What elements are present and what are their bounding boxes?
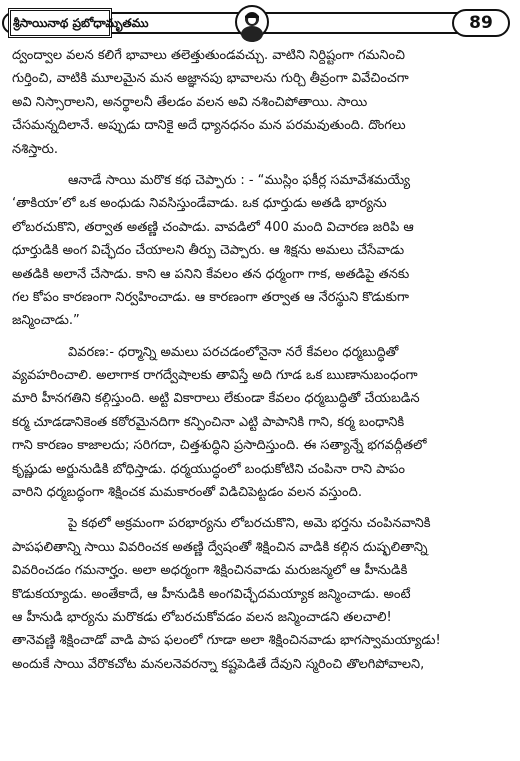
text-line: చేసమన్నదిలానే. అప్పుడు దానికై అదే ధ్యానధనం మన పరమవుతుంది. దొంగలు [12,118,406,134]
text-line: గల కోపం కారణంగా నిర్వహించాడు. ఆ కారణంగా తర్వాత ఆ నేరస్థుని కొడుకుగా [12,289,409,305]
page-header [2,4,510,40]
text-line: వివరణ:- ధర్మాన్ని అమలు పరచడంలోనైనా నరే కేవలం ధర్మబుద్ధితో [68,344,399,360]
text-line: ద్వంద్వాల వలన కలిగే భావాలు తలెత్తుతుండవచ్చు. వాటిని నిర్దిష్టంగా గమనించి [12,48,406,63]
text-line: పాపఫలితాన్ని సాయి వివరించక అతణ్ణి ద్వేషంతో శిక్షించిన వాడికి కల్గిన దుష్ఫలితాన్ని [12,539,428,555]
sai-baba-portrait-icon [235,5,269,39]
text-line: జన్మించాడు.” [12,313,80,329]
text-line: వివరించడం గమనార్హం. అలా అధర్మంగా శిక్షించినవాడు మరుజన్మలో ఆ హీనుడికి [12,563,408,579]
text-line: అందుకే సాయి వేరొకచోట మనలనెవరన్నా కష్టపెడితే దేవుని స్మరించి తొలగిపోవాలని, [12,656,425,672]
text-line: నశిస్తారు. [12,141,59,157]
text-line: పై కథలో అక్రమంగా పరభార్యను లోబరచుకొని, అమె భర్తను చంపినవానికి [68,516,431,532]
text-line: గాని కారణం కాజాలదు; సరిగదా, చిత్తశుద్ధిని ప్రసాదిస్తుంది. ఈ సత్యాన్నే భగవద్గీతలో [12,438,427,454]
text-line: అతడికి అలానే చేసాడు. కాని ఆ పనిని కేవలం తన ధర్మంగా గాక, అతడిపై తనకు [12,266,410,282]
text-line: వ్యవహరించాలి. అలాగాక రాగద్వేషాలకు తావిస్తే అది గూడ ఒక ఋణానుబంధంగా [12,368,418,384]
text-line: కృష్ణుడు అర్జునుడికి బోధిస్తాడు. ధర్మయుద్ధంలో బంధుకోటిని చంపినా రాని పాపం [12,461,405,477]
paragraph-1 [12,44,512,161]
text-line: గుర్తించి, వాటికి మూలమైన మన అజ్ఞానపు భావాలను గుర్చి తీవ్రంగా వివేచించగా [12,71,409,87]
text-line: ధూర్తుడికి అంగ విచ్ఛేదం చేయాలని తీర్పు చెప్పారు. ఆ శిక్షను అమలు చేసేవాడు [12,243,405,259]
paragraph-4 [12,512,512,676]
text-line: కొడుకయ్యాడు. అంతేకాదే, ఆ హీనుడికి అంగవిచ్ఛేదమయ్యాక జన్మించాడు. అంటే [12,586,411,602]
text-line: మారి హీనగతిని కల్గిస్తుంది. అట్టి వికారాలు లేకుండా కేవలం ధర్మబుద్ధితో చేయబడిన [12,391,420,407]
text-line: తానెవణ్ణి శిక్షించాడో వాడి పాప ఫలంలో గూడా అలా శిక్షించినవాడు భాగస్వామయ్యాడు! [12,633,441,649]
book-title: శ్రీసాయినాథ ప్రబోధామృతము [8,8,112,38]
text-line: కర్మ చూడడానికెంత కఠోరమైనదిగా కన్పించినా ఎట్టి పాపానికి గాని, కర్మ బంధానికి [12,414,405,430]
text-line: లోబరచుకొని, తర్వాత అతణ్ణి చంపాడు. వావడిలో 400 మంది విచారణ జరిపి ఆ [12,219,414,235]
text-line: ‘తాకియా’లో ఒక అంధుడు నివసిస్తుండేవాడు. ఒక ధూర్తుడు అతడి భార్యను [12,196,387,212]
body-text [12,44,512,676]
text-line: ఆనాడే సాయి మరొక కథ చెప్పారు : - “ముస్లిం ఫకీర్ల సమావేశమయ్యే [68,172,411,188]
text-line: ఆ హీనుడి భార్యను మరొకడు లోబరచుకోవడం వలన జన్మించాడని తలచాలి! [12,609,392,625]
paragraph-3 [12,341,512,505]
text-line: వారిని ధర్మబద్ధంగా శిక్షించక మమకారంతో విడిచిపెట్టడం వలన వస్తుంది. [12,485,362,501]
page-number: 89 [452,9,510,37]
text-line: అవి నిస్సారాలని, అనర్థాలనీ తేలడం వలన అవి నశించిపోతాయి. సాయి [12,94,368,110]
paragraph-2 [12,169,512,333]
